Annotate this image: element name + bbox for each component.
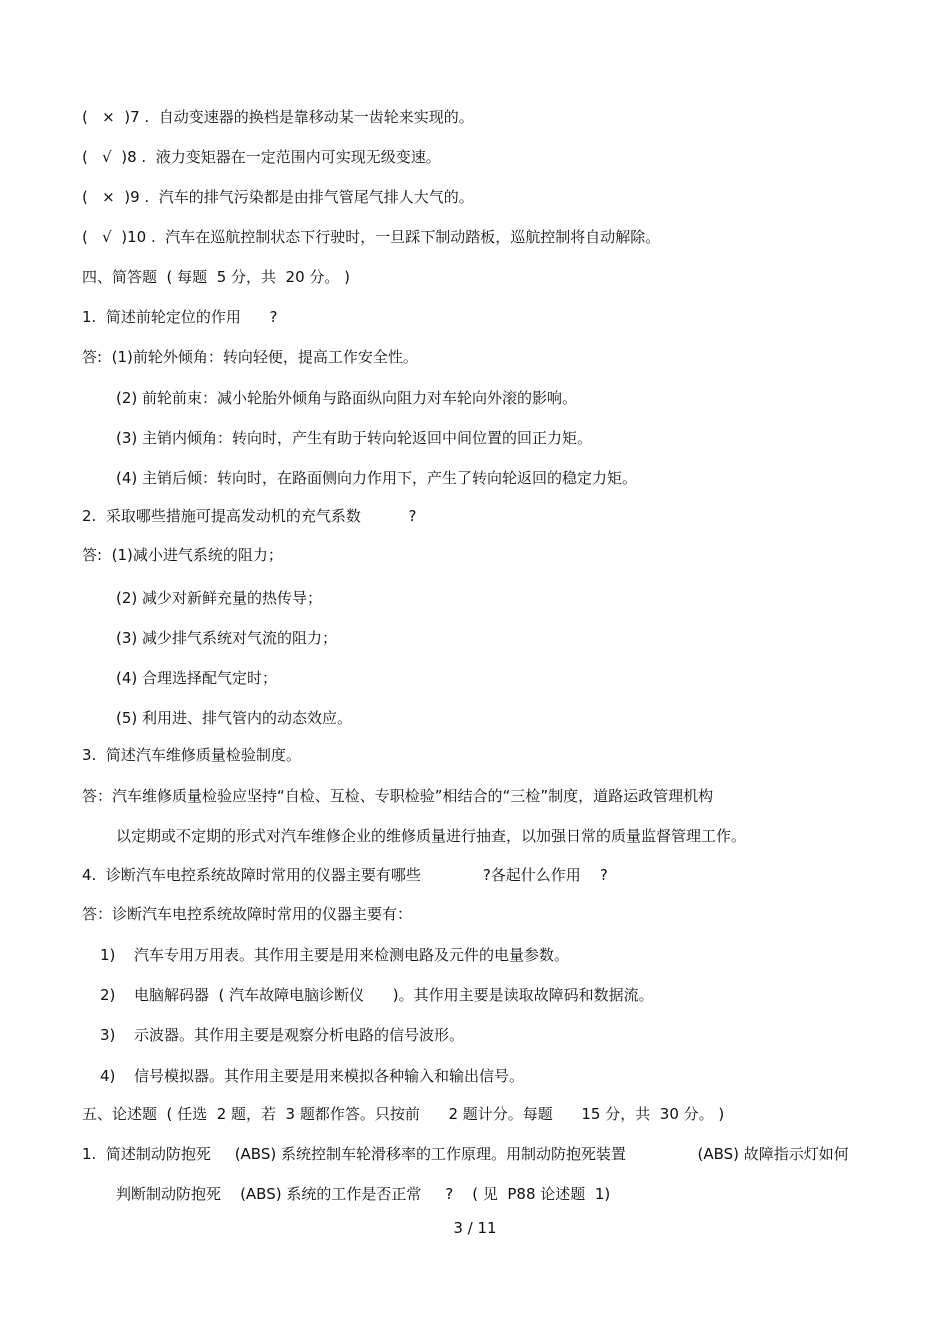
q1-answer-1: 答: (1)前轮外倾角：转向轻便，提高工作安全性。	[82, 348, 418, 366]
q1-question: 1. 简述前轮定位的作用 ?	[82, 308, 278, 326]
q4-item-number: 4)	[100, 1067, 116, 1085]
q1-answer-3: (3) 主销内倾角：转向时，产生有助于转向轮返回中间位置的回正力矩。	[116, 429, 593, 447]
q4-item-number: 2)	[100, 986, 116, 1004]
tf-item-9: ( × )9 . 汽车的排气污染都是由排气管尾气排人大气的。	[82, 188, 474, 206]
q4-item-text: 电脑解码器 ( 汽车故障电脑诊断仪 )。其作用主要是读取故障码和数据流。	[134, 986, 654, 1004]
q1-answer-2: (2) 前轮前束：减小轮胎外倾角与路面纵向阻力对车轮向外滚的影响。	[116, 389, 578, 407]
page-number: 3 / 11	[453, 1219, 497, 1237]
q4-item-text: 汽车专用万用表。其作用主要是用来检测电路及元件的电量参数。	[134, 946, 570, 964]
q4-answer-intro: 答：诊断汽车电控系统故障时常用的仪器主要有：	[82, 905, 413, 923]
tf-item-7: ( × )7 . 自动变速器的换档是靠移动某一齿轮来实现的。	[82, 108, 474, 126]
q2-answer-3: (3) 减少排气系统对气流的阻力；	[116, 629, 338, 647]
q3-answer-1: 答：汽车维修质量检验应坚持“自检、互检、专职检验”相结合的“三检”制度，道路运政管理机构	[82, 787, 714, 805]
essay-q1-line-1: 1. 简述制动防抱死 (ABS) 系统控制车轮滑移率的工作原理。用制动防抱死装置 (ABS) 故障指示灯如何	[82, 1145, 849, 1163]
section-4-heading: 四、简答题 ( 每题 5 分，共 20 分。 )	[82, 268, 351, 286]
essay-q1-line-2: 判断制动防抱死 (ABS) 系统的工作是否正常 ? ( 见 P88 论述题 1)	[116, 1185, 611, 1203]
q4-item-number: 1)	[100, 946, 116, 964]
q4-question: 4. 诊断汽车电控系统故障时常用的仪器主要有哪些 ?各起什么作用 ?	[82, 866, 608, 884]
q1-answer-4: (4) 主销后倾：转向时，在路面侧向力作用下，产生了转向轮返回的稳定力矩。	[116, 469, 638, 487]
q4-item-text: 信号模拟器。其作用主要是用来模拟各种输入和输出信号。	[134, 1067, 525, 1085]
q2-question: 2. 采取哪些措施可提高发动机的充气系数 ?	[82, 507, 417, 525]
tf-item-8: ( √ )8 . 液力变矩器在一定范围内可实现无级变速。	[82, 148, 441, 166]
q2-answer-4: (4) 合理选择配气定时；	[116, 669, 278, 687]
section-5-heading: 五、论述题 ( 任选 2 题，若 3 题都作答。只按前 2 题计分。每题 15 分，共 30 分。 )	[82, 1105, 725, 1123]
q4-item-text: 示波器。其作用主要是观察分析电路的信号波形。	[134, 1026, 465, 1044]
tf-item-10: ( √ )10 . 汽车在巡航控制状态下行驶时，一旦踩下制动踏板，巡航控制将自动解除。	[82, 228, 661, 246]
q2-answer-2: (2) 减少对新鲜充量的热传导；	[116, 589, 323, 607]
q4-item-number: 3)	[100, 1026, 116, 1044]
q3-question: 3. 简述汽车维修质量检验制度。	[82, 746, 301, 764]
q3-answer-2: 以定期或不定期的形式对汽车维修企业的维修质量进行抽查，以加强日常的质量监督管理工作。	[116, 827, 747, 845]
q2-answer-5: (5) 利用进、排气管内的动态效应。	[116, 709, 353, 727]
q2-answer-1: 答: (1)减小进气系统的阻力；	[82, 546, 283, 564]
